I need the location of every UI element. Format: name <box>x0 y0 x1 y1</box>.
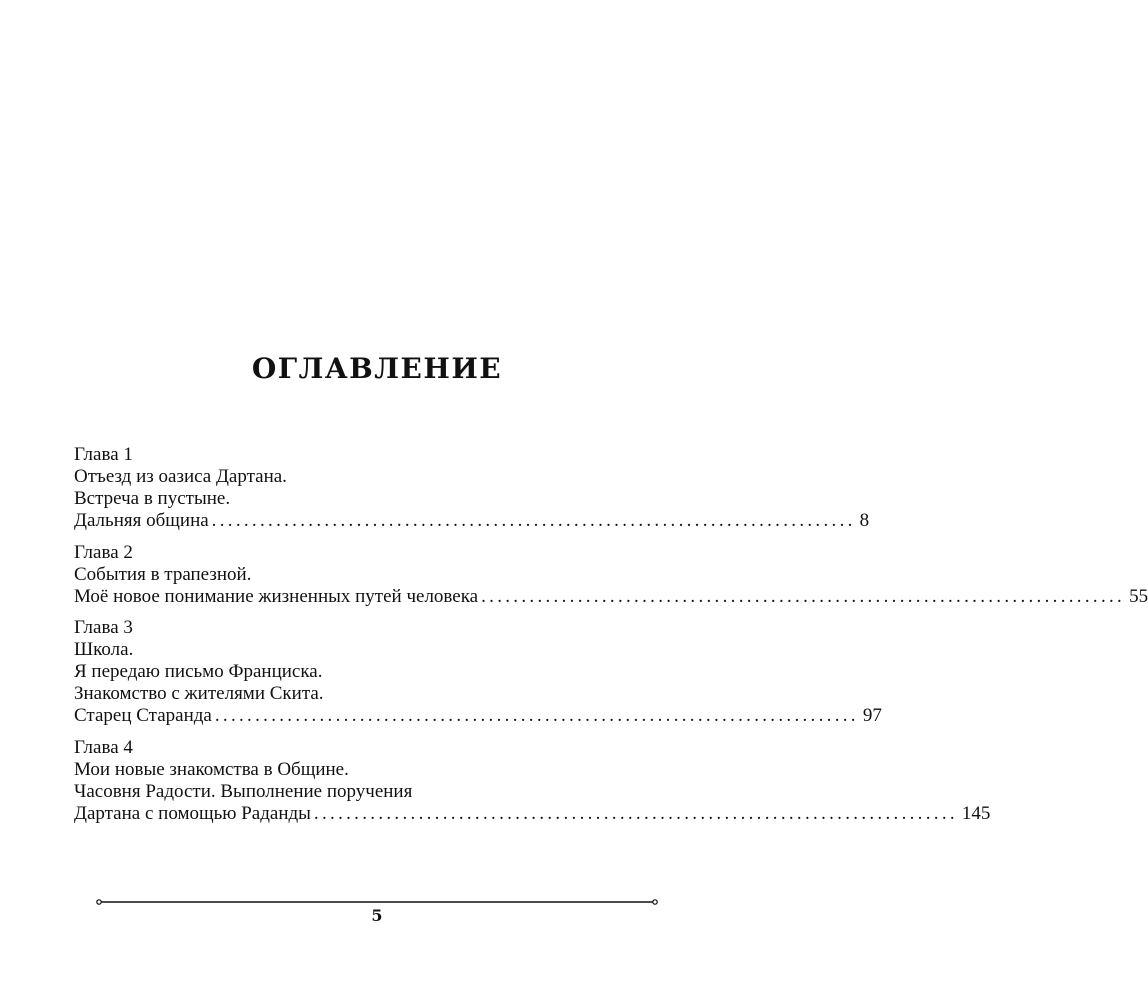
chapter-line: Школа. <box>74 639 134 660</box>
dot-leader: ................................................................................ <box>313 802 958 824</box>
entry-page-number: 145 <box>961 802 991 824</box>
entry-page-number: 97 <box>862 705 882 726</box>
chapter-heading: Глава 4 <box>74 736 133 758</box>
chapter-line: Знакомство с жителями Скита. <box>74 683 324 704</box>
toc-entry[interactable] <box>74 705 882 727</box>
page-number: 5 <box>371 906 383 925</box>
entry-title: Старец Старанда <box>74 705 212 726</box>
entry-page-number: 8 <box>859 510 870 531</box>
entry-title: Моё новое понимание жизненных путей человека <box>74 585 479 607</box>
chapter-line: Встреча в пустыне. <box>74 488 231 509</box>
footer-rule <box>96 899 658 903</box>
entry-title: Дартана с помощью Раданды <box>74 802 311 824</box>
dot-leader: ................................................................................ <box>481 585 1126 607</box>
toc-entry[interactable] <box>74 510 870 532</box>
chapter-line: Отъезд из оазиса Дартана. <box>74 466 287 487</box>
table-of-contents <box>74 444 1148 825</box>
chapter-heading: Глава 2 <box>74 541 133 563</box>
toc-chapter-2 <box>74 541 1148 608</box>
chapter-heading: Глава 3 <box>74 617 133 638</box>
toc-entry[interactable] <box>74 802 991 825</box>
toc-chapter-4 <box>74 736 991 825</box>
toc-entry[interactable] <box>74 585 1148 608</box>
chapter-line: События в трапезной. <box>74 563 252 585</box>
chapter-line: Часовня Радости. Выполнение поручения <box>74 780 413 802</box>
entry-page-number: 55 <box>1129 585 1148 607</box>
dot-leader: ................................................................................ <box>211 510 856 531</box>
chapter-heading: Глава 1 <box>74 444 133 465</box>
chapter-line: Я передаю письмо Франциска. <box>74 661 323 682</box>
toc-chapter-3 <box>74 617 882 727</box>
entry-title: Дальняя община <box>74 510 209 531</box>
dot-leader: ................................................................................ <box>214 705 859 726</box>
toc-title: ОГЛАВЛЕНИЕ <box>251 352 503 385</box>
toc-chapter-1 <box>74 444 870 532</box>
chapter-line: Мои новые знакомства в Общине. <box>74 758 349 780</box>
